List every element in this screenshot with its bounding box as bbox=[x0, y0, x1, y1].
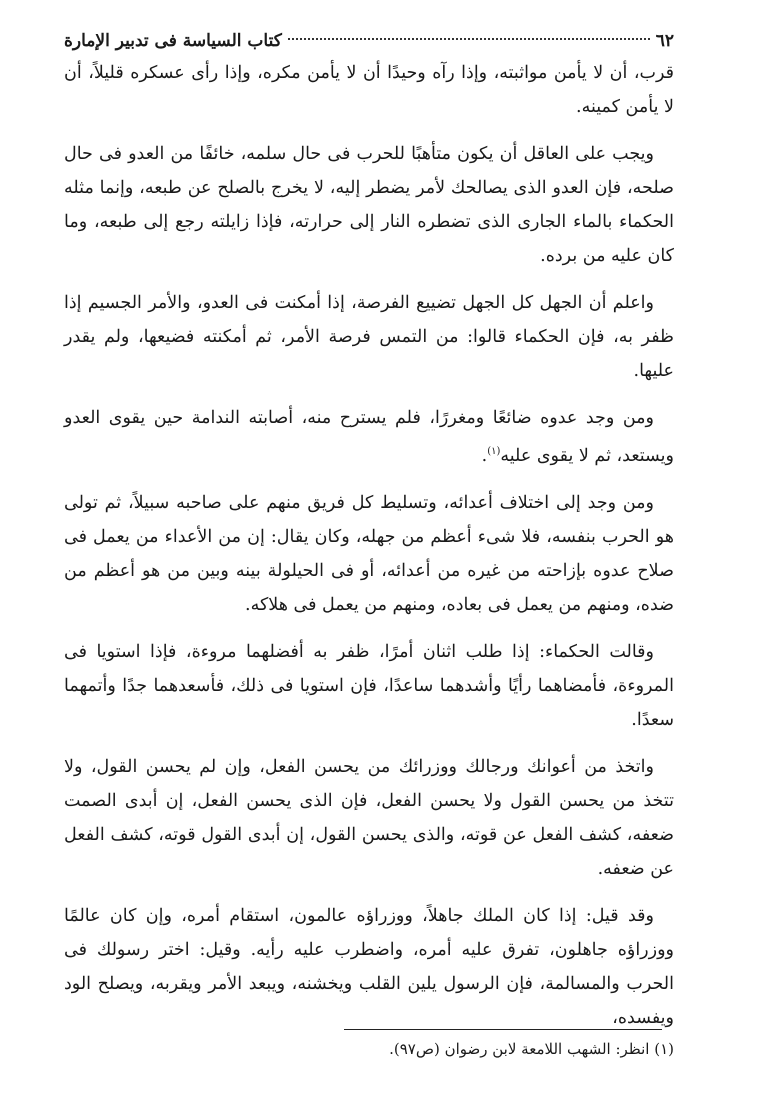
paragraph: وقد قيل: إذا كان الملك جاهلاً، ووزراؤه عالمون، استقام أمره، وإن كان عالمًا ووزراؤه جاهلون، تفرق عليه أمره، واضطرب عليه رأيه. وقيل: اختر رسولك فى الحرب والمسالمة، فإن الرسول يلين القلب ويخشنه، ويبعد الأمر ويقربه، ويصلح الود ويفسده، bbox=[64, 905, 674, 1028]
footnote-divider bbox=[344, 1029, 662, 1030]
paragraph: ومن وجد عدوه ضائعًا ومغررًا، فلم يسترح منه، أصابته الندامة حين يقوى العدو ويستعد، ثم لا يقوى عليه$^{(١)}$. bbox=[64, 408, 674, 466]
paragraph: وقالت الحكماء: إذا طلب اثنان أمرًا، ظفر به أفضلهما مروءة، فإذا استويا فى المروءة، فأمضاهما رأيًا وأشدهما ساعدًا، فإن استويا فى ذلك، فأسعدهما جدًا وأتمهما سعدًا. bbox=[64, 641, 674, 730]
paragraph: ويجب على العاقل أن يكون متأهبًا للحرب فى حال سلمه، خائفًا من العدو فى حال صلحه، فإن العدو الذى يصالحك لأمر يضطر إليه، لا يخرج بالصلح عن طبعه، وإنما مثله الحكماء بالماء الجارى الذى تضطره النار إلى حرارته، فإذا زايلته رجع إلى طبعه، وما كان عليه من برده. bbox=[64, 144, 674, 266]
body-text bbox=[64, 56, 674, 1035]
footnote-reference: (١) bbox=[487, 446, 501, 457]
header-dot-leader bbox=[288, 38, 650, 40]
page-number: ٦٢ bbox=[655, 31, 674, 51]
paragraph: قرب، أن لا يأمن مواثبته، وإذا رآه وحيدًا أن لا يأمن مكره، وإذا رأى عسكره قليلاً، أن لا يأمن كمينه. bbox=[64, 63, 674, 117]
paragraph: واعلم أن الجهل كل الجهل تضييع الفرصة، إذا أمكنت فى العدو، والأمر الجسيم إذا ظفر به، فإن الحكماء قالوا: من التمس فرصة الأمر، ثم أمكنته فضيعها، ولم يقدر عليها. bbox=[64, 293, 674, 381]
book-title: كتاب السياسة فى تدبير الإمارة bbox=[64, 31, 282, 51]
page bbox=[64, 28, 674, 1048]
paragraph: ومن وجد إلى اختلاف أعدائه، وتسليط كل فريق منهم على صاحبه سبيلاً، ثم تولى هو الحرب بنفسه، فلا شىء أعظم من جهله، وكان يقال: إن من الأعداء من يعمل فى صلاح عدوه بإزاحته من غيره من أعدائه، أو فى الحيلولة بينه وبين من هو أعظم من ضده، ومنهم من يعمل فى بعاده، ومنهم من يعمل فى هلاكه. bbox=[64, 492, 674, 615]
paragraph: واتخذ من أعوانك ورجالك ووزرائك من يحسن الفعل، وإن لم يحسن القول، ولا تتخذ من يحسن القول ولا يحسن الفعل، فإن الذى يحسن الفعل، إن أبدى الصمت ضعفه، كشف الفعل عن قوته، والذى يحسن القول، إن أبدى القول قوته، كشف الفعل عن ضعفه. bbox=[64, 756, 674, 879]
footnote: (١) انظر: الشهب اللامعة لابن رضوان (ص٩٧). bbox=[389, 1040, 674, 1058]
running-header bbox=[64, 28, 674, 56]
